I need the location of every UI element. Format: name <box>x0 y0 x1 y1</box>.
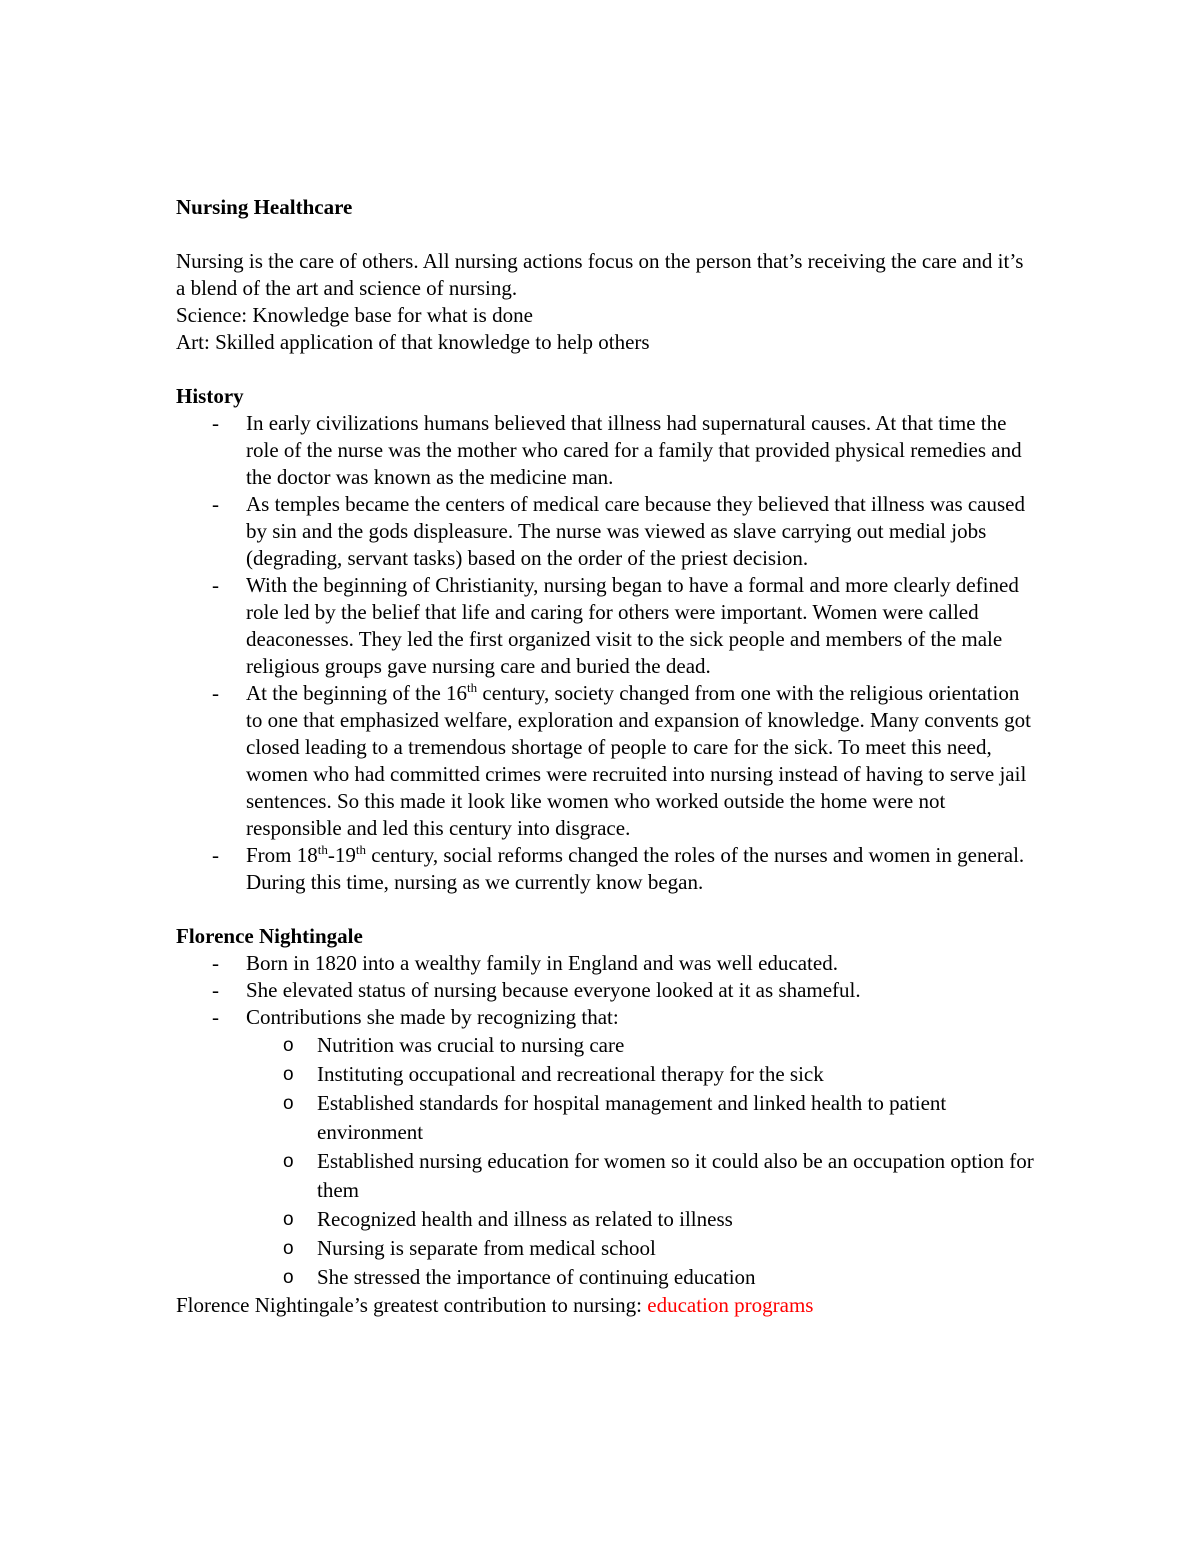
spacer <box>176 896 1036 923</box>
dash-bullet: - <box>212 681 219 705</box>
history-item-text: With the beginning of Christianity, nursing began to have a formal and more clearly defined role led by the belief that life and caring for others were important. Women were called deaconesses. They led the first organized visit to the sick people and members of the male religious groups gave nursing care and buried the dead. <box>246 573 1019 678</box>
contribution-item <box>176 1147 1036 1205</box>
circle-bullet-icon: o <box>283 1093 294 1114</box>
contribution-label: Florence Nightingale’s greatest contribution to nursing: <box>176 1293 648 1317</box>
spacer <box>176 221 1036 248</box>
circle-bullet-icon: o <box>283 1238 294 1259</box>
contribution-item <box>176 1089 1036 1147</box>
contribution-text: She stressed the importance of continuing education <box>317 1265 756 1289</box>
document-page <box>176 194 1036 1319</box>
nightingale-item <box>176 950 1036 977</box>
circle-bullet-icon: o <box>283 1035 294 1056</box>
greatest-contribution <box>176 1292 1036 1319</box>
nightingale-item-text: She elevated status of nursing because everyone looked at it as shameful. <box>246 978 861 1002</box>
art-definition: Art: Skilled application of that knowledge to help others <box>176 330 650 354</box>
contribution-item <box>176 1060 1036 1089</box>
contribution-item <box>176 1205 1036 1234</box>
ordinal-suffix: th <box>467 680 478 695</box>
contribution-text: Established nursing education for women so it could also be an occupation option for them <box>317 1149 1034 1202</box>
nightingale-item-text: Contributions she made by recognizing that: <box>246 1005 619 1029</box>
circle-bullet-icon: o <box>283 1267 294 1288</box>
dash-bullet: - <box>212 843 219 867</box>
history-item-text: At the beginning of the 16th century, society changed from one with the religious orientation to one that emphasized welfare, exploration and expansion of knowledge. Many convents got closed leading to a tremendous shortage of people to care for the sick. To meet this need, women who had committed crimes were recruited into nursing instead of having to serve jail sentences. So this made it look like women who worked outside the home were not responsible and led this century into disgrace. <box>246 680 1031 840</box>
dash-bullet: - <box>212 492 219 516</box>
contribution-text: Nutrition was crucial to nursing care <box>317 1033 625 1057</box>
ordinal-suffix: th <box>317 842 328 857</box>
contribution-item <box>176 1031 1036 1060</box>
contribution-text: Established standards for hospital management and linked health to patient environment <box>317 1091 947 1144</box>
history-item <box>176 680 1036 842</box>
circle-bullet-icon: o <box>283 1064 294 1085</box>
dash-bullet: - <box>212 1005 219 1029</box>
nightingale-list <box>176 950 1036 1031</box>
spacer <box>176 356 1036 383</box>
science-definition: Science: Knowledge base for what is done <box>176 303 533 327</box>
contribution-text: Instituting occupational and recreational therapy for the sick <box>317 1062 824 1086</box>
circle-bullet-icon: o <box>283 1209 294 1230</box>
contribution-answer: education programs <box>647 1293 814 1317</box>
history-list <box>176 410 1036 896</box>
dash-bullet: - <box>212 978 219 1002</box>
contributions-list <box>176 1031 1036 1292</box>
dash-bullet: - <box>212 573 219 597</box>
history-item <box>176 410 1036 491</box>
nightingale-heading: Florence Nightingale <box>176 924 363 948</box>
nightingale-item <box>176 1004 1036 1031</box>
contribution-text: Nursing is separate from medical school <box>317 1236 656 1260</box>
dash-bullet: - <box>212 411 219 435</box>
contribution-item <box>176 1263 1036 1292</box>
document-title: Nursing Healthcare <box>176 195 353 219</box>
history-item <box>176 491 1036 572</box>
circle-bullet-icon: o <box>283 1151 294 1172</box>
nightingale-item <box>176 977 1036 1004</box>
nightingale-item-text: Born in 1820 into a wealthy family in England and was well educated. <box>246 951 838 975</box>
ordinal-suffix: th <box>355 842 367 857</box>
contribution-text: Recognized health and illness as related to illness <box>317 1207 733 1231</box>
history-heading: History <box>176 384 244 408</box>
contribution-item <box>176 1234 1036 1263</box>
history-item <box>176 572 1036 680</box>
history-item-text: From 18th-19th century, social reforms changed the roles of the nurses and women in general. During this time, nursing as we currently know began. <box>246 842 1025 894</box>
dash-bullet: - <box>212 951 219 975</box>
intro-paragraph: Nursing is the care of others. All nursing actions focus on the person that’s receiving the care and it’s a blend of the art and science of nursing. <box>176 249 1024 300</box>
history-item <box>176 842 1036 896</box>
history-item-text: In early civilizations humans believed that illness had supernatural causes. At that time the role of the nurse was the mother who cared for a family that provided physical remedies and the doctor was known as the medicine man. <box>246 411 1022 489</box>
history-item-text: As temples became the centers of medical care because they believed that illness was caused by sin and the gods displeasure. The nurse was viewed as slave carrying out medial jobs (degrading, servant tasks) based on the order of the priest decision. <box>246 492 1025 570</box>
